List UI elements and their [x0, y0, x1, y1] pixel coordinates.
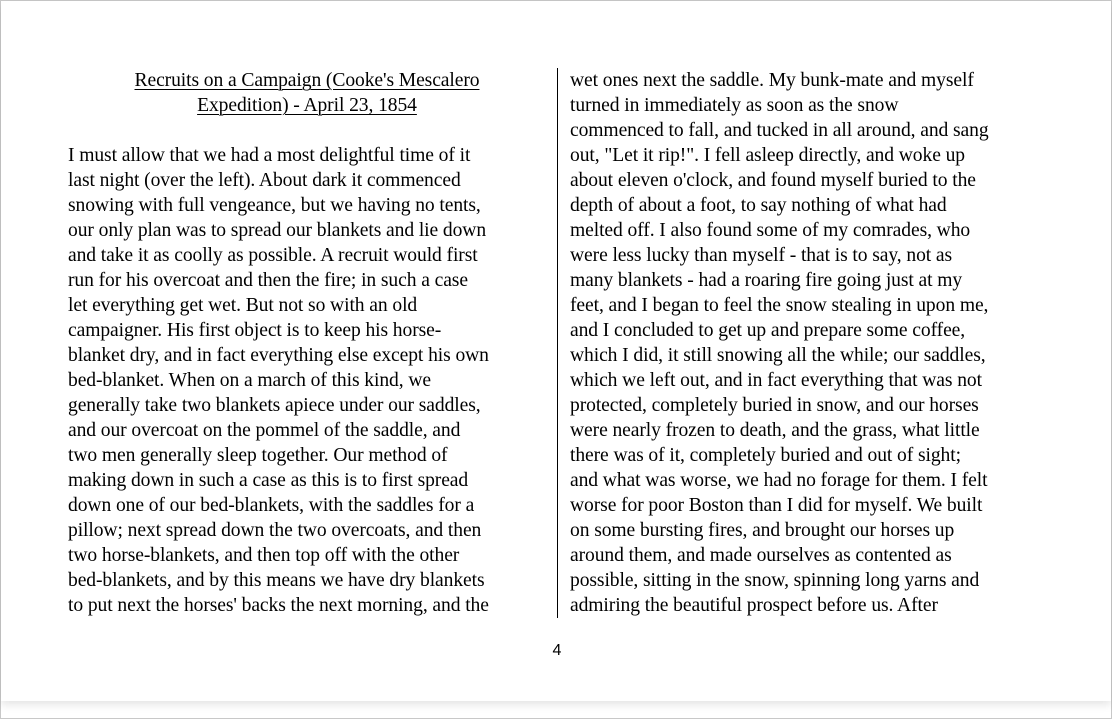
title-line: Expedition) - April 23, 1854 — [197, 95, 417, 116]
text-line: commenced to fall, and tucked in all around, and sang — [570, 120, 989, 141]
text-line: about eleven o'clock, and found myself buried to the — [570, 170, 976, 191]
text-line: possible, sitting in the snow, spinning long yarns and — [570, 570, 980, 591]
text-line: run for his overcoat and then the fire; in such a case — [68, 270, 468, 291]
text-line: on some bursting fires, and brought our horses up — [570, 520, 955, 541]
text-line: protected, completely buried in snow, and our horses — [570, 395, 979, 416]
text-line: wet ones next the saddle. My bunk-mate and myself — [570, 70, 974, 91]
text-line: and I concluded to get up and prepare some coffee, — [570, 320, 966, 341]
text-line: around them, and made ourselves as contented as — [570, 545, 952, 566]
text-line: two men generally sleep together. Our method of — [68, 445, 448, 466]
text-line: snowing with full vengeance, but we having no tents, — [68, 195, 481, 216]
text-line: blanket dry, and in fact everything else except his own — [68, 345, 489, 366]
text-line: our only plan was to spread our blankets and lie down — [68, 220, 487, 241]
text-line: and what was worse, we had no forage for them. I felt — [570, 470, 988, 491]
text-line: bed-blankets, and by this means we have dry blankets — [68, 570, 485, 591]
text-line: two horse-blankets, and then top off with the other — [68, 545, 460, 566]
text-line: worse for poor Boston than I did for myself. We built — [570, 495, 983, 516]
text-line: to put next the horses' backs the next morning, and the — [68, 595, 489, 616]
text-line: last night (over the left). About dark it commenced — [68, 170, 461, 191]
text-line: were nearly frozen to death, and the grass, what little — [570, 420, 980, 441]
text-line: out, "Let it rip!". I fell asleep directly, and woke up — [570, 145, 965, 166]
text-line: generally take two blankets apiece under our saddles, — [68, 395, 481, 416]
document-title — [68, 68, 546, 118]
text-line: and take it as coolly as possible. A recruit would first — [68, 245, 478, 266]
text-line: bed-blanket. When on a march of this kind, we — [68, 370, 431, 391]
text-line: which I did, it still snowing all the while; our saddles, — [570, 345, 986, 366]
right-column — [570, 68, 1048, 618]
title-line: Recruits on a Campaign (Cooke's Mescalero — [134, 70, 480, 91]
text-line: turned in immediately as soon as the snow — [570, 95, 899, 116]
text-line: which we left out, and in fact everything that was not — [570, 370, 982, 391]
left-column-text — [68, 143, 546, 618]
text-line: campaigner. His first object is to keep his horse- — [68, 320, 442, 341]
text-line: and our overcoat on the pommel of the saddle, and — [68, 420, 461, 441]
text-line: depth of about a foot, to say nothing of what had — [570, 195, 947, 216]
text-line: there was of it, completely buried and out of sight; — [570, 445, 961, 466]
left-column — [68, 63, 546, 618]
text-line: down one of our bed-blankets, with the saddles for a — [68, 495, 475, 516]
text-line: were less lucky than myself - that is to say, not as — [570, 245, 953, 266]
text-line: I must allow that we had a most delightful time of it — [68, 145, 471, 166]
column-divider — [557, 68, 558, 618]
text-line: making down in such a case as this is to first spread — [68, 470, 469, 491]
text-line: feet, and I began to feel the snow stealing in upon me, — [570, 295, 989, 316]
text-line: many blankets - had a roaring fire going just at my — [570, 270, 963, 291]
text-line: pillow; next spread down the two overcoats, and then — [68, 520, 482, 541]
document-page — [1, 1, 1111, 701]
text-line: melted off. I also found some of my comrades, who — [570, 220, 971, 241]
text-line: admiring the beautiful prospect before us. After — [570, 595, 938, 616]
page-number: 4 — [552, 642, 562, 659]
text-line: let everything get wet. But not so with an old — [68, 295, 418, 316]
